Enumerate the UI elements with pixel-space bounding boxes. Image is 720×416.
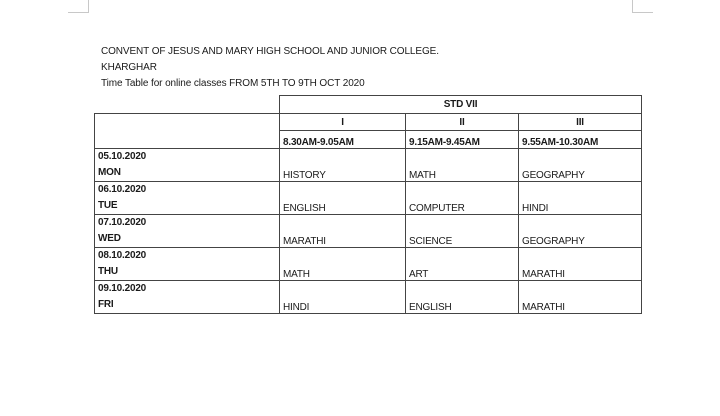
timetable bbox=[94, 95, 642, 314]
table-row bbox=[95, 281, 642, 314]
subject-cell: GEOGRAPHY bbox=[519, 215, 642, 248]
subject-cell: MATH bbox=[280, 248, 406, 281]
period-number-1: I bbox=[280, 114, 406, 131]
corner-blank-top bbox=[95, 96, 280, 114]
period-time-2: 9.15AM-9.45AM bbox=[406, 131, 519, 149]
school-location: KHARGHAR bbox=[101, 62, 157, 73]
timetable-subtitle: Time Table for online classes FROM 5TH TO 9TH OCT 2020 bbox=[101, 78, 365, 89]
day-cell bbox=[95, 182, 280, 215]
subject-cell: MARATHI bbox=[519, 248, 642, 281]
day-label: FRI bbox=[98, 299, 114, 310]
subject-cell: HINDI bbox=[519, 182, 642, 215]
period-number-2: II bbox=[406, 114, 519, 131]
table-row bbox=[95, 215, 642, 248]
school-name: CONVENT OF JESUS AND MARY HIGH SCHOOL AND JUNIOR COLLEGE. bbox=[101, 46, 439, 57]
crop-mark-top-right bbox=[632, 0, 653, 13]
day-cell bbox=[95, 281, 280, 314]
subject-cell: GEOGRAPHY bbox=[519, 149, 642, 182]
subject-cell: ENGLISH bbox=[406, 281, 519, 314]
period-time-1: 8.30AM-9.05AM bbox=[280, 131, 406, 149]
table-row bbox=[95, 149, 642, 182]
day-label: TUE bbox=[98, 200, 118, 211]
day-label: WED bbox=[98, 233, 121, 244]
subject-cell: ART bbox=[406, 248, 519, 281]
date-label: 05.10.2020 bbox=[98, 151, 147, 162]
subject-cell: HISTORY bbox=[280, 149, 406, 182]
subject-cell: SCIENCE bbox=[406, 215, 519, 248]
period-number-3: III bbox=[519, 114, 642, 131]
document-header bbox=[101, 44, 439, 92]
subject-cell: ENGLISH bbox=[280, 182, 406, 215]
day-cell bbox=[95, 149, 280, 182]
subject-cell: HINDI bbox=[280, 281, 406, 314]
date-label: 09.10.2020 bbox=[98, 283, 147, 294]
date-label: 07.10.2020 bbox=[98, 217, 147, 228]
subject-cell: MARATHI bbox=[280, 215, 406, 248]
day-label: THU bbox=[98, 266, 118, 277]
subject-cell: MARATHI bbox=[519, 281, 642, 314]
row-header-blank bbox=[95, 114, 280, 149]
subject-cell: MATH bbox=[406, 149, 519, 182]
date-label: 06.10.2020 bbox=[98, 184, 147, 195]
table-row bbox=[95, 182, 642, 215]
period-time-3: 9.55AM-10.30AM bbox=[519, 131, 642, 149]
table-row bbox=[95, 248, 642, 281]
day-cell bbox=[95, 248, 280, 281]
crop-mark-top-left bbox=[68, 0, 89, 13]
day-label: MON bbox=[98, 167, 121, 178]
standard-header: STD VII bbox=[280, 96, 642, 114]
day-cell bbox=[95, 215, 280, 248]
subject-cell: COMPUTER bbox=[406, 182, 519, 215]
date-label: 08.10.2020 bbox=[98, 250, 147, 261]
